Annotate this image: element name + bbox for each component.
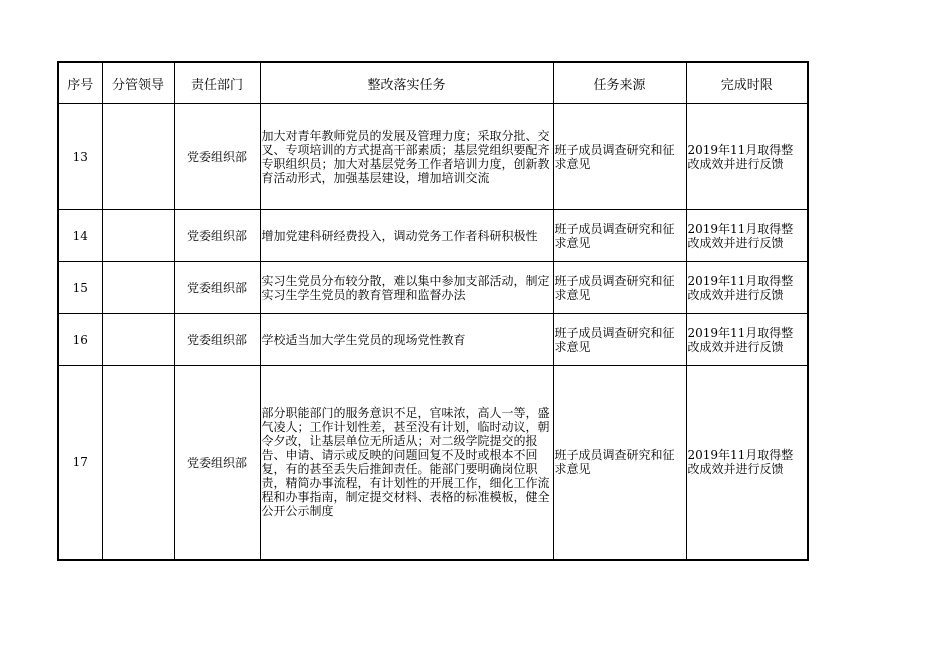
table-row (58, 366, 808, 560)
cell-source-text: 班子成员调查研究和征求意见 (554, 325, 675, 354)
header-task: 整改落实任务 (260, 62, 553, 104)
cell-deadline-text: 2019年11月取得整改成效并进行反馈 (687, 142, 794, 171)
cell-task-text: 加大对青年教师党员的发展及管理力度；采取分批、交叉、专项培训的方式提高干部素质；基层党组织要配齐专职组织员；加大对基层党务工作者培训力度，创新教育活动形式，加强基层建设，增加培训交流 (261, 128, 550, 185)
cell-deadline (686, 210, 808, 262)
cell-index: 16 (58, 314, 102, 366)
cell-source (553, 210, 686, 262)
cell-source-text: 班子成员调查研究和征求意见 (554, 221, 675, 250)
cell-deadline-text: 2019年11月取得整改成效并进行反馈 (687, 448, 794, 477)
cell-task (260, 262, 553, 314)
cell-leader (102, 210, 174, 262)
cell-deadline (686, 104, 808, 210)
header-row (58, 62, 808, 104)
table-row (58, 210, 808, 262)
cell-department: 党委组织部 (174, 104, 260, 210)
cell-leader (102, 366, 174, 560)
cell-source (553, 366, 686, 560)
cell-deadline (686, 262, 808, 314)
cell-source-text: 班子成员调查研究和征求意见 (554, 142, 675, 171)
cell-department: 党委组织部 (174, 366, 260, 560)
cell-task-text: 增加党建科研经费投入，调动党务工作者科研积极性 (261, 228, 538, 243)
cell-task (260, 104, 553, 210)
cell-task (260, 210, 553, 262)
cell-leader (102, 262, 174, 314)
cell-task-text: 实习生党员分布较分散，难以集中参加支部活动，制定实习生学生党员的教育管理和监督办法 (261, 273, 550, 302)
cell-deadline (686, 314, 808, 366)
cell-deadline-text: 2019年11月取得整改成效并进行反馈 (687, 325, 794, 354)
header-deadline: 完成时限 (686, 62, 808, 104)
cell-leader (102, 314, 174, 366)
header-department: 责任部门 (174, 62, 260, 104)
table-row (58, 262, 808, 314)
cell-source (553, 104, 686, 210)
cell-department: 党委组织部 (174, 262, 260, 314)
header-leader: 分管领导 (102, 62, 174, 104)
cell-task-text: 部分职能部门的服务意识不足，官味浓，高人一等，盛气凌人；工作计划性差，甚至没有计划，临时动议，朝令夕改，让基层单位无所适从；对二级学院提交的报告、申请、请示或反映的问题回复不及时或根本不回复，有的甚至丢失后推卸责任。能部门要明确岗位职责，精简办事流程，有计划性的开展工作，细化工作流程和办事指南，制定提交材料、表格的标准模板，健全公开公示制度 (261, 406, 550, 519)
cell-index: 17 (58, 366, 102, 560)
cell-index: 15 (58, 262, 102, 314)
header-index: 序号 (58, 62, 102, 104)
table-row (58, 314, 808, 366)
cell-department: 党委组织部 (174, 314, 260, 366)
cell-deadline-text: 2019年11月取得整改成效并进行反馈 (687, 221, 794, 250)
cell-task (260, 366, 553, 560)
cell-source (553, 262, 686, 314)
cell-index: 13 (58, 104, 102, 210)
cell-task (260, 314, 553, 366)
cell-source-text: 班子成员调查研究和征求意见 (554, 448, 675, 477)
cell-task-text: 学校适当加大学生党员的现场党性教育 (261, 332, 466, 347)
cell-leader (102, 104, 174, 210)
cell-deadline (686, 366, 808, 560)
table-row (58, 104, 808, 210)
cell-index: 14 (58, 210, 102, 262)
cell-department: 党委组织部 (174, 210, 260, 262)
cell-deadline-text: 2019年11月取得整改成效并进行反馈 (687, 273, 794, 302)
header-source: 任务来源 (553, 62, 686, 104)
cell-source-text: 班子成员调查研究和征求意见 (554, 273, 675, 302)
cell-source (553, 314, 686, 366)
rectification-table (57, 61, 809, 561)
